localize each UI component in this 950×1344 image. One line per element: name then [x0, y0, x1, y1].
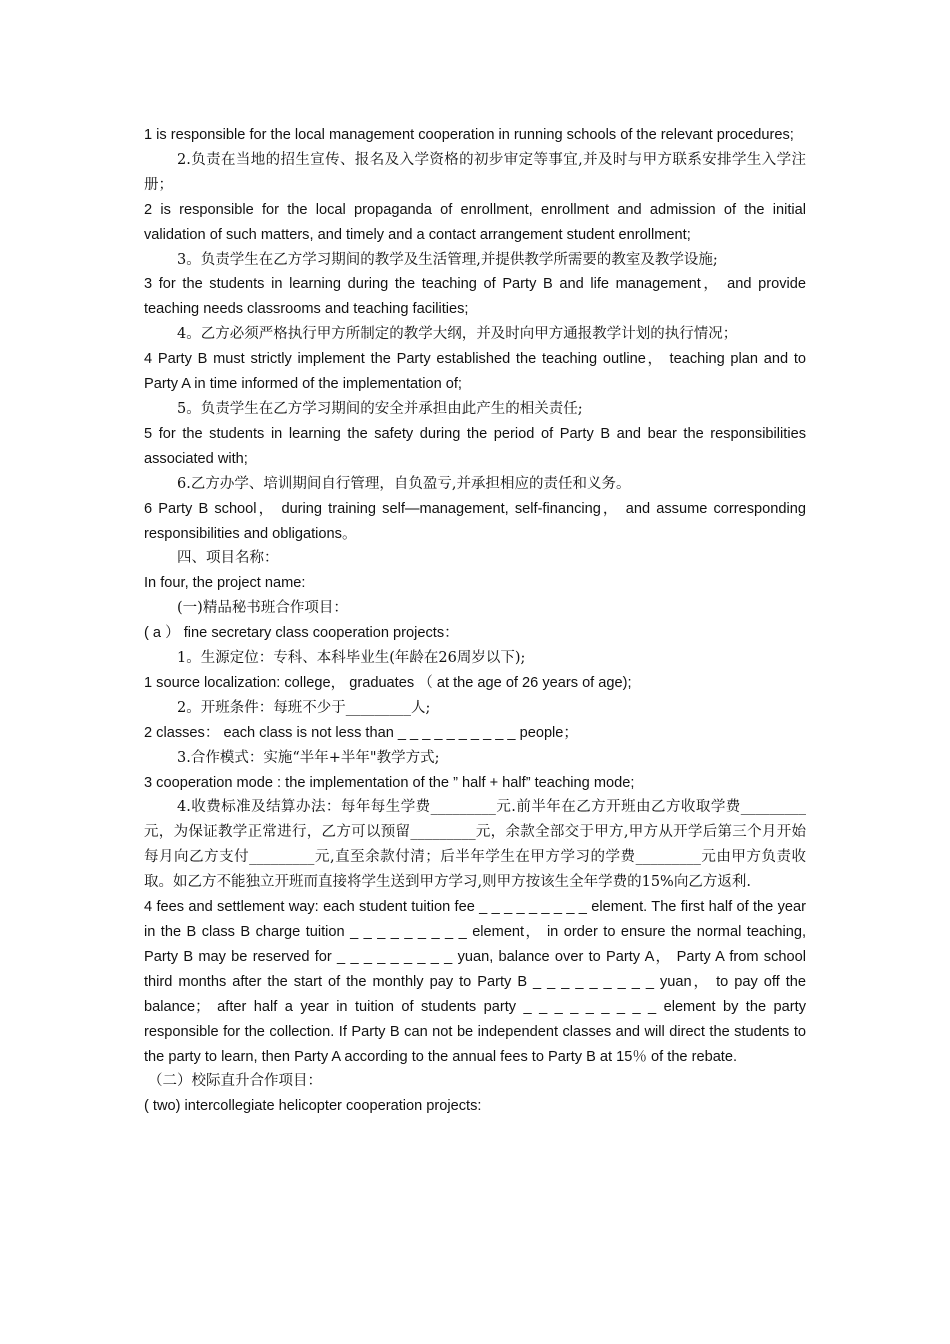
item-en-2: 2 classes： each class is not less than _ _ _ _ _ _ _ _ _ _ people； — [144, 724, 579, 741]
paragraph-en-2: 2 is responsible for the local propaganda of enrollment, enrollment and admission of the initial validation of such matters, and timely and a contact arrangement student enrollment; — [144, 201, 806, 243]
item-zh-4: 4.收费标准及结算办法：每年每生学费_________元.前半年在乙方开班由乙方收取学费_________元，为保证教学正常进行，乙方可以预留_________元，余款全部交于甲方,甲方从开学后第三个月开始每月向乙方支付_________元,直至余款付清；后半年学生在甲方学习的学费_________元由甲方负责收取。如乙方不能独立开班而直接将学生送到甲方学习,则甲方按该生全年学费的15%向乙方返利. — [144, 799, 806, 891]
item-zh-3: 3.合作模式：实施“半年+半年"教学方式; — [177, 749, 440, 766]
paragraph-zh-6: 6.乙方办学、培训期间自行管理，自负盈亏,并承担相应的责任和义务。 — [177, 475, 631, 492]
section-heading-zh: 四、项目名称： — [177, 550, 279, 567]
paragraph-zh-3: 3。负责学生在乙方学习期间的教学及生活管理,并提供教学所需要的教室及教学设施; — [177, 251, 718, 268]
paragraph-en-4: 4 Party B must strictly implement the Party established the teaching outline， teaching plan and to Party A in time informed of the implementation of; — [144, 351, 806, 393]
paragraph-en-6: 6 Party B school， during training self—management, self-financing， and assume corresponding responsibilities and obligations。 — [144, 500, 806, 542]
subsection-heading-zh-2: （二）校际直升合作项目： — [148, 1073, 322, 1090]
document-page — [144, 123, 806, 1119]
section-heading-en: In four, the project name: — [144, 575, 306, 592]
item-en-1: 1 source localization: college， graduates （ at the age of 26 years of age); — [144, 674, 632, 691]
paragraph-en-3: 3 for the students in learning during the teaching of Party B and life management， and provide teaching needs classrooms and teaching facilities; — [144, 276, 806, 318]
item-zh-2: 2。开班条件：每班不少于_________人; — [177, 699, 431, 716]
subsection-heading-en-2: ( two) intercollegiate helicopter cooperation projects: — [144, 1098, 482, 1115]
item-en-3: 3 cooperation mode : the implementation of the ” half + half” teaching mode; — [144, 774, 635, 791]
paragraph-en-5: 5 for the students in learning the safety during the period of Party B and bear the responsibilities associated with; — [144, 425, 806, 467]
paragraph-zh-5: 5。负责学生在乙方学习期间的安全并承担由此产生的相关责任; — [177, 400, 583, 417]
subsection-heading-en-1: ( a ） fine secretary class cooperation projects： — [144, 625, 459, 642]
paragraph-zh-4: 4。乙方必须严格执行甲方所制定的教学大纲，并及时向甲方通报教学计划的执行情况； — [177, 326, 738, 343]
item-en-4: 4 fees and settlement way: each student tuition fee _ _ _ _ _ _ _ _ _ element. The first half of the year in the B class B charge tuition _ _ _ _ _ _ _ _ _ element， in order to ensure the normal teaching, Party B may be reserved for _ _ _ _ _ _ _ _ _ yuan, balance over to Party A， Party A from school third months after the start of the monthly pay to Party B _ _ _ _ _ _ _ _ _ yuan， to pay off the balance； after half a year in tuition of students party _ _ _ _ _ _ _ _ _ element by the party responsible for the collection. If Party B can not be independent classes and will direct the students to the party to learn, then Party A according to the annual fees to Party B at 15％ of the rebate. — [144, 899, 806, 1065]
paragraph-zh-2: 2.负责在当地的招生宣传、报名及入学资格的初步审定等事宜,并及时与甲方联系安排学生入学注册； — [144, 151, 806, 193]
item-zh-1: 1。生源定位：专科、本科毕业生(年龄在26周岁以下); — [177, 650, 526, 667]
subsection-heading-zh-1: (一)精品秘书班合作项目： — [177, 600, 348, 617]
paragraph-en-1: 1 is responsible for the local management cooperation in running schools of the relevant procedures; — [144, 127, 794, 143]
